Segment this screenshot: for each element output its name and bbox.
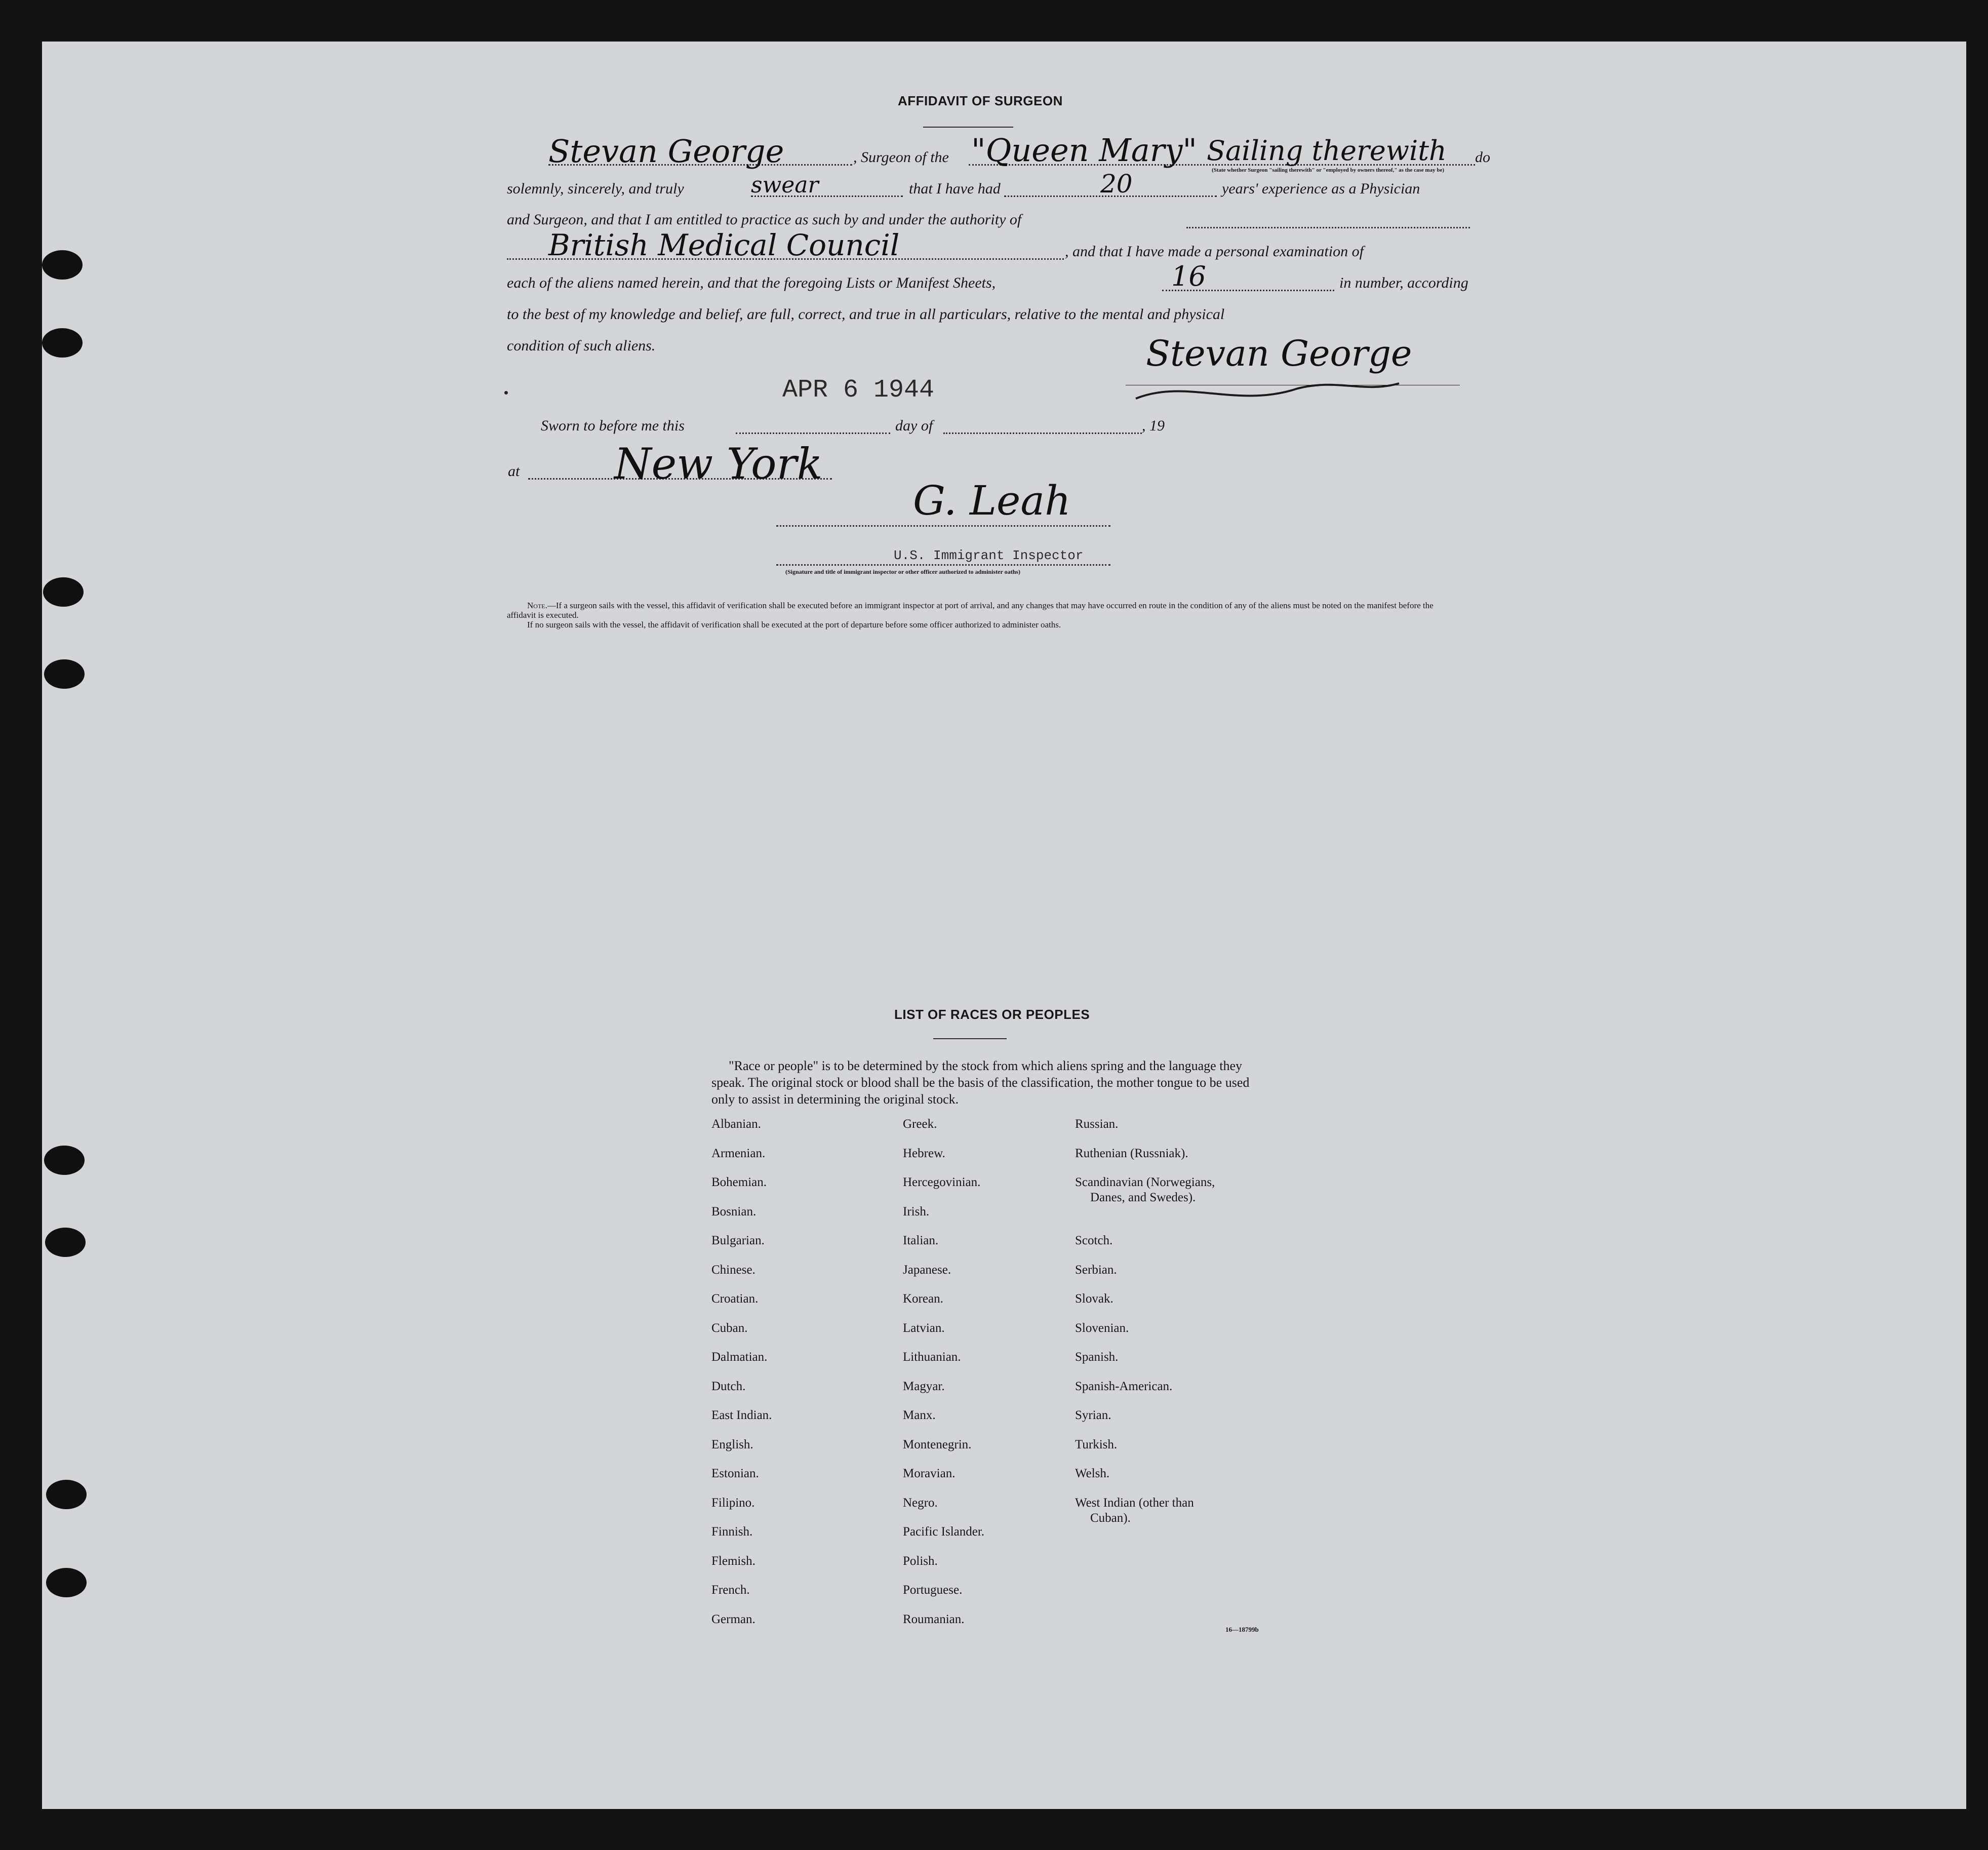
note-line-2: If no surgeon sails with the vessel, the affidavit of verification shall be executed at the port of departure before some officer authorized to administer oaths.: [527, 620, 1061, 629]
inspector-signature-blank: [776, 525, 1110, 527]
handwritten-inspector-signature: G. Leah: [913, 477, 1071, 524]
binder-hole: [44, 1146, 85, 1175]
race-item: Dalmatian.: [711, 1350, 768, 1364]
and-that-label: , and that I have made a personal examination of: [1065, 243, 1364, 260]
handwritten-place: New York: [614, 439, 823, 489]
race-item: Bosnian.: [711, 1204, 757, 1218]
race-item: West Indian (other than: [1075, 1495, 1194, 1510]
races-column-3: [1075, 1117, 1215, 1540]
races-title: LIST OF RACES OR PEOPLES: [894, 1007, 1090, 1022]
race-item: Turkish.: [1075, 1437, 1118, 1451]
race-item: Montenegrin.: [903, 1437, 972, 1451]
race-item-continuation: Cuban).: [1090, 1511, 1131, 1525]
race-item: Greek.: [903, 1117, 937, 1131]
that-i-have-had-label: that I have had: [909, 180, 1001, 197]
race-item: Ruthenian (Russniak).: [1075, 1146, 1188, 1160]
race-item: East Indian.: [711, 1408, 772, 1422]
authority-blank-1: [1186, 227, 1470, 228]
date-stamp: APR 6 1944: [782, 376, 935, 405]
race-item: Scotch.: [1075, 1234, 1113, 1247]
do-label: do: [1475, 149, 1490, 166]
race-item: Hebrew.: [903, 1146, 945, 1160]
race-item: Japanese.: [903, 1263, 951, 1277]
handwritten-swear: swear: [751, 172, 819, 198]
binder-hole: [45, 1228, 86, 1257]
race-item: Finnish.: [711, 1525, 753, 1539]
condition-label: condition of such aliens.: [507, 337, 656, 354]
race-item: Serbian.: [1075, 1263, 1117, 1277]
year-prefix-label: , 19: [1142, 417, 1165, 434]
binder-hole: [42, 328, 83, 358]
race-item: Lithuanian.: [903, 1350, 961, 1364]
race-item: Moravian.: [903, 1467, 956, 1480]
surgeon-of-label: , Surgeon of the: [853, 149, 949, 166]
each-of-label: each of the aliens named herein, and that the foregoing Lists or Manifest Sheets,: [507, 274, 996, 291]
race-item: Spanish-American.: [1075, 1379, 1173, 1393]
binder-hole: [43, 577, 84, 607]
race-item: Russian.: [1075, 1117, 1119, 1131]
race-item: Spanish.: [1075, 1350, 1119, 1364]
race-item: English.: [711, 1437, 753, 1451]
sworn-label: Sworn to before me this: [541, 417, 685, 434]
race-item: Irish.: [903, 1204, 930, 1218]
handwritten-sheets: 16: [1171, 260, 1206, 292]
and-surgeon-label: and Surgeon, and that I am entitled to practice as such by and under the authority of: [507, 211, 1022, 228]
race-item: Cuban.: [711, 1321, 748, 1335]
races-title-rule: [933, 1038, 1007, 1039]
race-item: French.: [711, 1583, 750, 1597]
race-item: Polish.: [903, 1554, 938, 1568]
race-item-continuation: Danes, and Swedes).: [1090, 1191, 1196, 1204]
race-item: Armenian.: [711, 1146, 766, 1160]
solemnly-label: solemnly, sincerely, and truly: [507, 180, 684, 197]
binder-hole: [46, 1480, 87, 1509]
race-item: Chinese.: [711, 1263, 756, 1277]
binder-hole: [46, 1568, 87, 1597]
race-item: Syrian.: [1075, 1408, 1111, 1422]
affidavit-title: AFFIDAVIT OF SURGEON: [898, 93, 1063, 108]
to-the-best-label: to the best of my knowledge and belief, are full, correct, and true in all particulars, relative to the mental and physical: [507, 306, 1225, 323]
inspector-title-stamp: U.S. Immigrant Inspector: [894, 548, 1084, 563]
form-number: 16—18799b: [1225, 1626, 1259, 1633]
sworn-month-blank: [943, 432, 1142, 434]
signature-caption: (Signature and title of immigrant inspector or other officer authorized to administer oaths): [785, 568, 1020, 575]
note-label: Note.: [527, 601, 547, 610]
race-item: Filipino.: [711, 1495, 755, 1510]
document-page: [42, 42, 1966, 1809]
race-item: Flemish.: [711, 1554, 756, 1568]
day-of-label: day of: [895, 417, 933, 434]
races-intro: "Race or people" is to be determined by the stock from which aliens spring and the language they speak. The original stock or blood shall be the basis of the classification, the mother tongue to be used only to assist in determining the original stock.: [711, 1058, 1250, 1107]
race-item: Bulgarian.: [711, 1234, 765, 1247]
race-item: Negro.: [903, 1495, 938, 1510]
race-item: Scandinavian (Norwegians,: [1075, 1175, 1215, 1189]
handwritten-sailing: Sailing therewith: [1207, 135, 1447, 167]
race-item: Magyar.: [903, 1379, 945, 1393]
race-item: Estonian.: [711, 1467, 759, 1480]
binder-hole: [42, 250, 83, 280]
race-item: Dutch.: [711, 1379, 746, 1393]
state-whether-caption: (State whether Surgeon "sailing therewith" or "employed by owners thereof," as the case may be): [1212, 167, 1444, 173]
race-item: Croatian.: [711, 1292, 759, 1306]
race-item: Slovak.: [1075, 1292, 1114, 1306]
handwritten-authority: British Medical Council: [548, 228, 900, 262]
handwritten-ship-name: "Queen Mary": [971, 132, 1197, 169]
race-item: German.: [711, 1612, 756, 1626]
note-paragraph: [507, 601, 1459, 629]
handwritten-surgeon-signature: Stevan George: [1146, 333, 1412, 374]
in-number-label: in number, according: [1339, 274, 1468, 291]
race-item: Korean.: [903, 1292, 943, 1306]
race-item: Hercegovinian.: [903, 1175, 981, 1189]
inspector-title-blank: [776, 564, 1110, 566]
sworn-day-blank: [736, 432, 890, 434]
race-item: Pacific Islander.: [903, 1525, 985, 1539]
race-item: Bohemian.: [711, 1175, 767, 1189]
race-item: Roumanian.: [903, 1612, 965, 1626]
race-item: Manx.: [903, 1408, 936, 1422]
race-item: Latvian.: [903, 1321, 945, 1335]
race-item: Italian.: [903, 1234, 939, 1247]
handwritten-years: 20: [1100, 169, 1133, 199]
binder-hole: [44, 659, 85, 689]
race-item: Slovenian.: [1075, 1321, 1129, 1335]
races-column-1: [711, 1117, 772, 1641]
race-item: Portuguese.: [903, 1583, 963, 1597]
title-rule: [923, 127, 1013, 128]
handwritten-surgeon-name: Stevan George: [548, 133, 784, 170]
race-item: Welsh.: [1075, 1467, 1110, 1480]
years-experience-label: years' experience as a Physician: [1222, 180, 1420, 197]
at-label: at: [508, 463, 520, 480]
race-item: Albanian.: [711, 1117, 761, 1131]
bullet-mark: [504, 391, 508, 395]
races-column-2: [903, 1117, 984, 1641]
note-line-1: —If a surgeon sails with the vessel, this affidavit of verification shall be executed before an immigrant inspector at port of arrival, and any changes that may have occurred en route in the condition of any of the aliens must be noted on the manifest before the affidavit is executed.: [507, 601, 1434, 620]
